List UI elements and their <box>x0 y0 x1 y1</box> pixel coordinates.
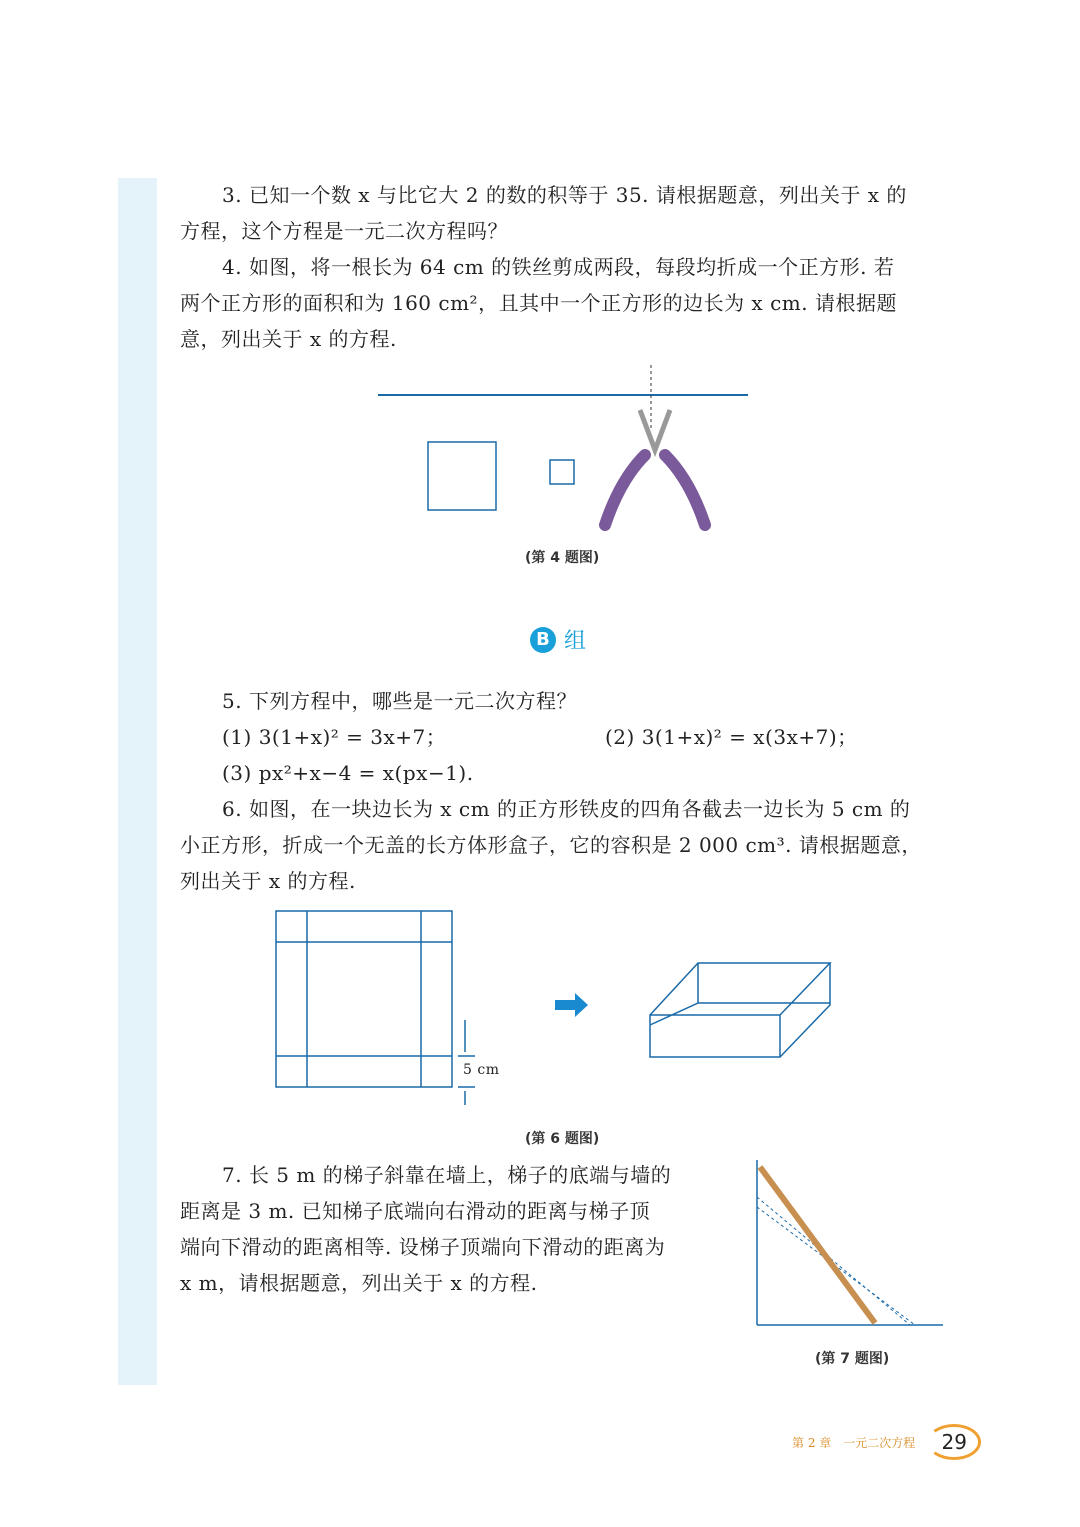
page-number: 29 <box>927 1424 981 1460</box>
q5-item1: (1) 3(1+x)² = 3x+7； <box>222 725 447 749</box>
group-label: 组 <box>564 629 587 654</box>
q6-line1: 6. 如图，在一块边长为 x cm 的正方形铁皮的四角各截去一边长为 5 cm 的 <box>222 797 911 821</box>
q3-line1: 3. 已知一个数 x 与比它大 2 的数的积等于 35. 请根据题意，列出关于 x 的 <box>222 183 907 207</box>
q4-line3: 意，列出关于 x 的方程. <box>180 327 397 351</box>
q4-line2: 两个正方形的面积和为 160 cm²，且其中一个正方形的边长为 x cm. 请根据题 <box>180 291 897 315</box>
q5-line: 5. 下列方程中，哪些是一元二次方程？ <box>222 689 577 713</box>
footer-chapter: 第 2 章 <box>792 1435 832 1450</box>
q7-line1: 7. 长 5 m 的梯子斜靠在墙上，梯子的底端与墙的 <box>222 1163 672 1187</box>
q6-line2: 小正方形，折成一个无盖的长方体形盒子，它的容积是 2 000 cm³. 请根据题意， <box>180 833 922 857</box>
q7-line2: 距离是 3 m. 已知梯子底端向右滑动的距离与梯子顶 <box>180 1199 651 1223</box>
group-badge: B <box>530 627 556 653</box>
q5-item3: (3) px²+x−4 = x(px−1). <box>222 761 474 785</box>
fig6-diagram <box>270 905 840 1115</box>
fig4-diagram <box>370 360 760 535</box>
fig4-caption: (第 4 题图) <box>525 550 600 566</box>
q4-line1: 4. 如图，将一根长为 64 cm 的铁丝剪成两段，每段均折成一个正方形. 若 <box>222 255 895 279</box>
group-b-heading <box>530 624 586 655</box>
margin-strip <box>118 178 157 1385</box>
q6-line3: 列出关于 x 的方程. <box>180 869 356 893</box>
q7-line4: x m，请根据题意，列出关于 x 的方程. <box>180 1271 538 1295</box>
fig6-caption: (第 6 题图) <box>525 1131 600 1147</box>
q5-item2: (2) 3(1+x)² = x(3x+7)； <box>605 725 858 749</box>
fig7-caption: (第 7 题图) <box>815 1351 890 1367</box>
footer-title: 一元二次方程 <box>843 1435 916 1450</box>
fig7-ladder-diagram <box>750 1155 950 1335</box>
q7-line3: 端向下滑动的距离相等. 设梯子顶端向下滑动的距离为 <box>180 1235 666 1259</box>
q3-line2: 方程，这个方程是一元二次方程吗？ <box>180 219 508 243</box>
page-footer <box>792 1424 981 1460</box>
dimension-label: 5 cm <box>463 1062 500 1078</box>
